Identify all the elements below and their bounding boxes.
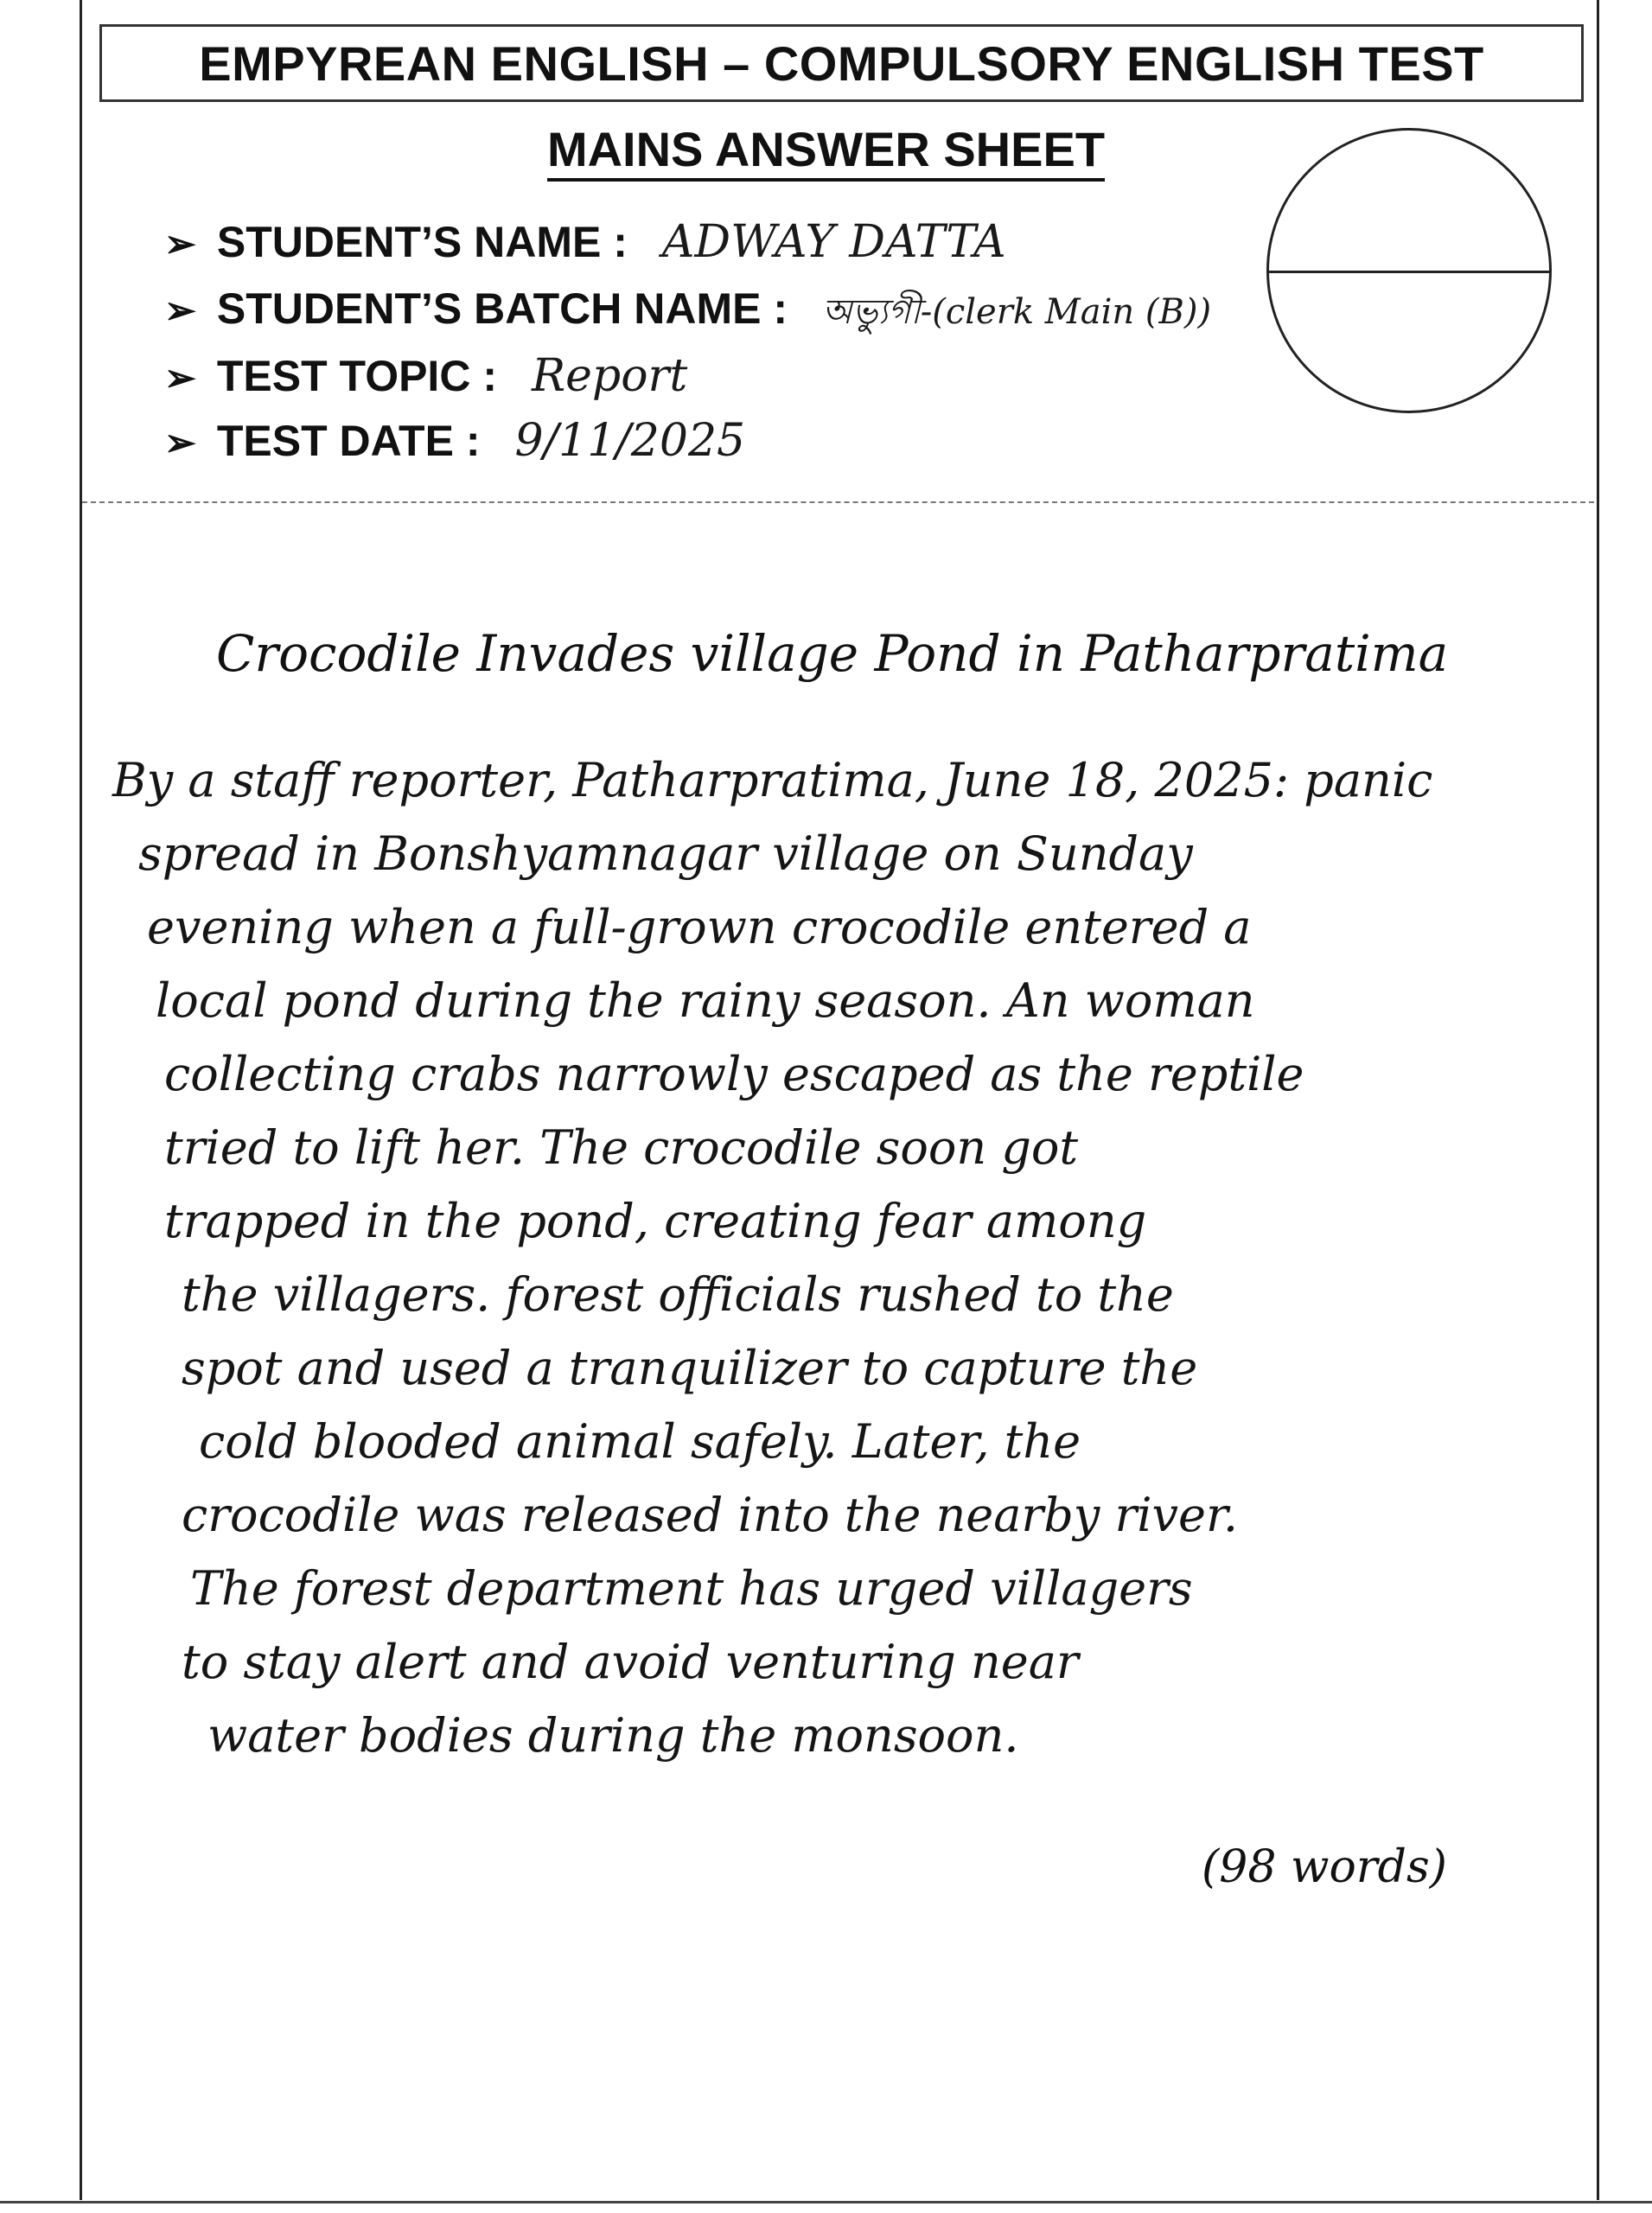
answer-line: trapped in the pond, creating fear among [164,1194,1147,1248]
test-date-value: 9/11/2025 [514,415,746,467]
answer-line: to stay alert and avoid venturing near [182,1635,1079,1689]
student-name-label: STUDENT’S NAME : [216,218,628,266]
word-count: (98 words) [1202,1841,1447,1893]
test-date-field [164,415,745,467]
answer-line: the villagers. forest officials rushed to the [182,1267,1174,1322]
test-topic-value: Report [531,350,688,402]
answer-line: spread in Bonshyamnagar village on Sunday [138,826,1193,881]
test-topic-label: TEST TOPIC : [216,352,497,400]
section-divider [82,501,1594,503]
bottom-border [0,2201,1652,2203]
batch-name-value: অভ্যুগী-(clerk Main (B)) [822,292,1212,332]
test-date-label: TEST DATE : [216,417,481,465]
answer-heading: Crocodile Invades village Pond in Patharpratima [216,624,1449,683]
answer-line: spot and used a tranquilizer to capture the [182,1341,1198,1395]
answer-line: cold blooded animal safely. Later, the [199,1414,1081,1469]
answer-line: local pond during the rainy season. An woman [156,973,1255,1028]
answer-line: evening when a full-grown crocodile entered a [147,900,1252,954]
arrow-bullet-icon: ➢ [164,290,196,332]
answer-body [112,743,1565,1772]
test-topic-field [164,350,687,402]
answer-line: By a staff reporter, Patharpratima, June 18, 2025: panic [112,753,1433,807]
batch-name-label: STUDENT’S BATCH NAME : [216,284,788,333]
answer-line: collecting crabs narrowly escaped as the reptile [164,1047,1304,1101]
student-name-field [164,216,1006,268]
arrow-bullet-icon: ➢ [164,223,196,265]
answer-line: crocodile was released into the nearby river. [182,1488,1239,1542]
student-name-value: ADWAY DATTA [661,216,1006,268]
answer-line: tried to lift her. The crocodile soon got [164,1120,1079,1175]
marks-circle [1266,128,1552,413]
answer-line: The forest department has urged villagers [190,1561,1193,1616]
arrow-bullet-icon: ➢ [164,422,196,464]
marks-divider [1269,271,1549,273]
sheet-subtitle: MAINS ANSWER SHEET [0,121,1652,177]
arrow-bullet-icon: ➢ [164,357,196,399]
batch-name-field [164,284,1211,342]
test-title: EMPYREAN ENGLISH – COMPULSORY ENGLISH TEST [99,24,1584,102]
answer-line: water bodies during the monsoon. [207,1708,1019,1763]
